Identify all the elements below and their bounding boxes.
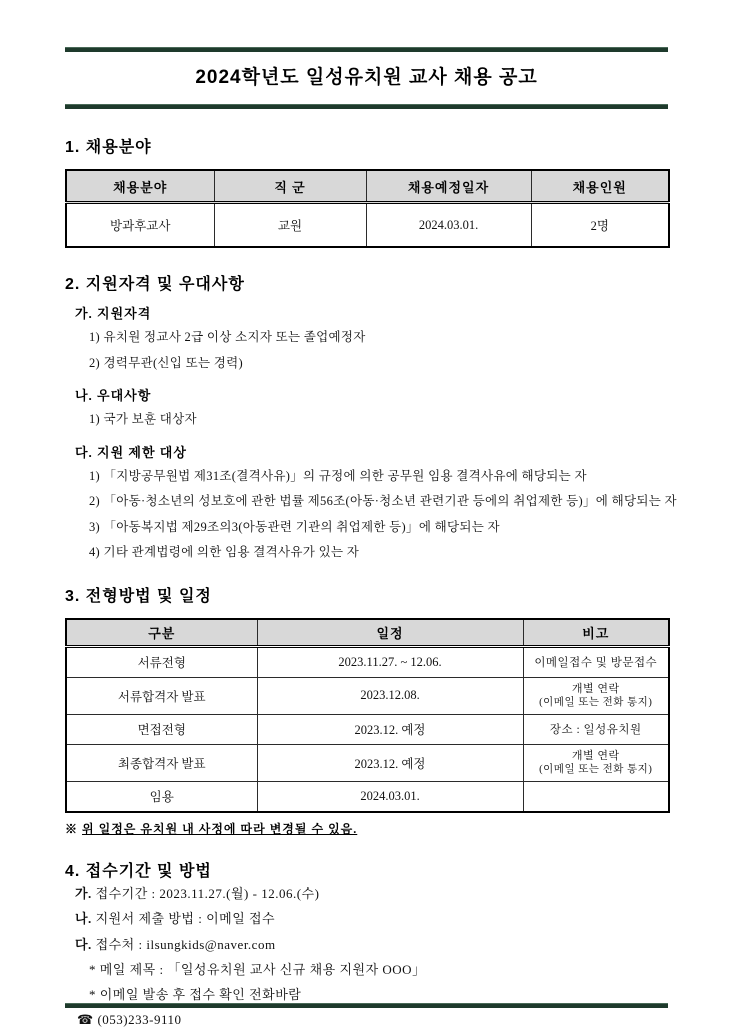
cell-schedule: 2023.12. 예정 [257,714,523,744]
table-row [66,781,669,812]
remark-line2: (이메일 또는 전화 통지) [539,697,653,708]
cell-schedule: 2023.11.27. ~ 12.06. [257,646,523,677]
apply-address [65,932,668,958]
list-item: 2) 경력무관(신입 또는 경력) [89,355,243,370]
col-header-headcount: 채용인원 [531,170,669,203]
table-row [66,744,669,781]
list-item: 2) 「아동·청소년의 성보호에 관한 법률 제56조(아동·청소년 관련기관 등에의 취업제한 등)」에 해당되는 자 [89,494,677,508]
schedule-footnote [65,820,668,837]
footer-rule [65,1003,668,1008]
page-title: 2024학년도 일성유치원 교사 채용 공고 [195,67,538,88]
apply-method [65,906,668,932]
col-header-field: 채용분야 [66,170,214,203]
table-row [66,203,669,248]
page-content [65,0,677,1032]
cell-category: 서류전형 [66,646,257,677]
col-header-category: 구분 [66,619,257,647]
table-row [66,714,669,744]
table-header-row [66,619,669,647]
section3-heading: 3. 전형방법 및 일정 [65,587,212,605]
mail-subject-note: * 메일 제목 : 「일성유치원 교사 신규 채용 지원자 OOO」 [89,962,426,977]
cell-category: 서류합격자 발표 [66,677,257,714]
col-header-jobgroup: 직 군 [214,170,366,203]
sub-c-label: 다. 지원 제한 대상 [75,444,187,460]
cell-remark: 이메일접수 및 방문접수 [523,646,669,677]
apply-period [65,881,668,907]
list-item: 1) 「지방공무원법 제31조(결격사유)」의 규정에 의한 공무원 임용 결격사유에 해당되는 자 [89,468,587,483]
section4-heading: 4. 접수기간 및 방법 [65,862,212,880]
schedule-table [65,618,670,813]
remark-line1: 개별 연락 [571,750,620,762]
list-item: 1) 국가 보훈 대상자 [89,412,197,426]
table-row [66,646,669,677]
footnote-marker: ※ [65,821,79,836]
cell-category: 최종합격자 발표 [66,744,257,781]
table-row [66,677,669,714]
cell-category: 면접전형 [66,714,257,744]
cell-remark [523,677,669,714]
cell-headcount: 2명 [531,203,669,248]
cell-category: 임용 [66,781,257,812]
sub-b-label: 나. 우대사항 [75,388,152,403]
cell-remark [523,744,669,781]
cell-field: 방과후교사 [66,203,214,248]
header-rule-bottom [65,104,668,109]
cell-schedule: 2023.12.08. [257,677,523,714]
list-item: 1) 유치원 정교사 2급 이상 소지자 또는 졸업예정자 [89,330,366,344]
item-text: 접수처 : ilsungkids@naver.com [95,936,276,952]
cell-schedule: 2023.12. 예정 [257,744,523,781]
col-header-remark: 비고 [523,619,669,647]
cell-jobgroup: 교원 [214,203,366,248]
sub-a-label: 가. 지원자격 [75,306,152,321]
cell-schedule: 2024.03.01. [257,781,523,812]
recruitment-field-table [65,169,670,248]
remark-line1: 개별 연락 [571,683,620,695]
item-label: 나. [75,911,92,926]
phone-line [65,1007,668,1032]
section1-heading: 1. 채용분야 [65,139,152,156]
cell-remark: 장소 : 일성유치원 [523,714,669,744]
footnote-text: 위 일정은 유치원 내 사정에 따라 변경될 수 있음. [82,821,358,836]
cell-remark [523,781,669,812]
list-item: 4) 기타 관계법령에 의한 임용 결격사유가 있는 자 [89,545,360,559]
phone-icon: ☎ [77,1012,94,1027]
item-label: 가. [75,885,92,901]
table-header-row [66,170,669,203]
confirm-call-note: * 이메일 발송 후 접수 확인 전화바람 [89,987,302,1002]
phone-number: (053)233-9110 [97,1012,182,1027]
col-header-schedule: 일정 [257,619,523,647]
item-text: 접수기간 : 2023.11.27.(월) - 12.06.(수) [95,885,320,901]
col-header-hiredate: 채용예정일자 [366,170,531,203]
list-item: 3) 「아동복지법 제29조의3(아동관련 기관의 취업제한 등)」에 해당되는 자 [89,519,500,534]
item-label: 다. [75,936,92,952]
section2-heading: 2. 지원자격 및 우대사항 [65,276,245,293]
item-text: 지원서 제출 방법 : 이메일 접수 [95,911,276,926]
remark-line2: (이메일 또는 전화 통지) [539,764,653,775]
cell-hiredate: 2024.03.01. [366,203,531,248]
